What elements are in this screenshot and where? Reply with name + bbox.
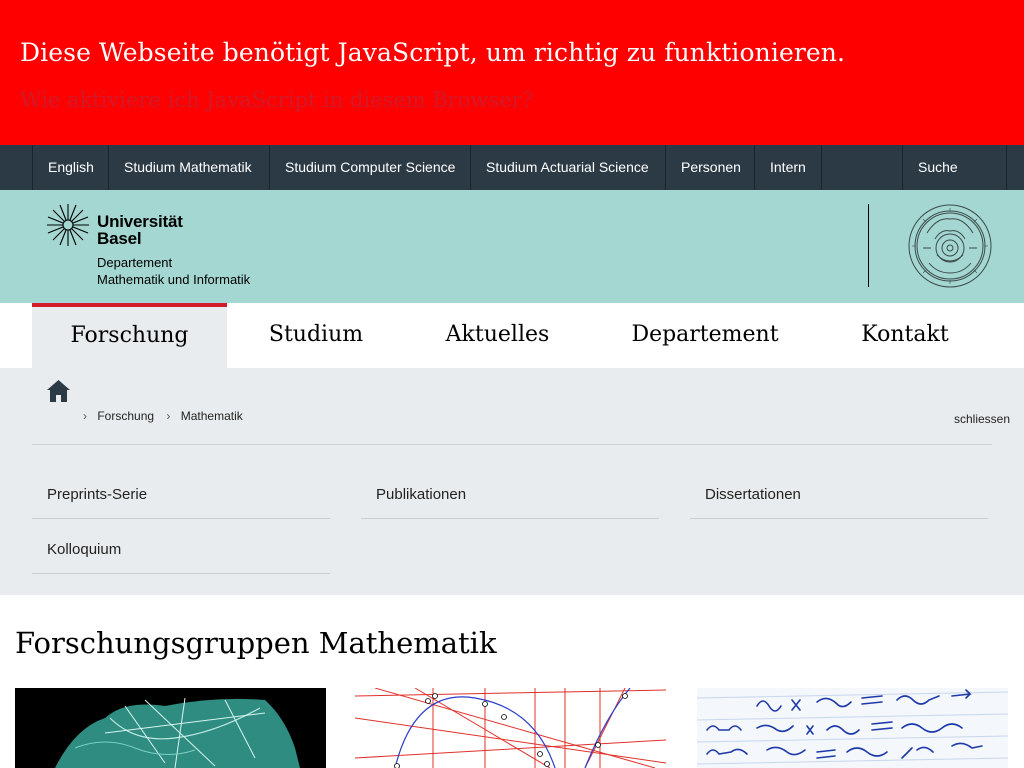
university-name-line1: Universität <box>97 212 183 231</box>
sublink-label: Kolloquium <box>47 541 122 558</box>
research-group-image-3[interactable] <box>697 688 1008 768</box>
sublink-publikationen[interactable] <box>361 475 659 519</box>
topnav-intern[interactable]: Intern <box>754 145 821 190</box>
top-navigation <box>0 145 1024 190</box>
breadcrumb-forschung[interactable]: Forschung <box>97 409 155 423</box>
topnav-english[interactable]: English <box>32 145 109 190</box>
tab-studium[interactable]: Studium <box>268 322 364 347</box>
main-navigation <box>0 303 1024 368</box>
close-panel-link[interactable]: schliessen <box>954 412 1011 426</box>
sublink-dissertationen[interactable] <box>690 475 988 519</box>
research-group-image-2[interactable] <box>355 688 666 768</box>
tab-aktuelles[interactable]: Aktuelles <box>445 322 550 347</box>
sublink-preprints-serie[interactable] <box>32 475 330 519</box>
javascript-warning-banner <box>0 0 1024 145</box>
breadcrumb-mathematik[interactable]: Mathematik <box>180 409 243 423</box>
chevron-right-icon: › <box>166 409 171 423</box>
page-title: Forschungsgruppen Mathematik <box>15 626 497 660</box>
topnav-personen[interactable]: Personen <box>665 145 756 190</box>
tab-kontakt[interactable]: Kontakt <box>861 322 949 347</box>
topnav-search[interactable]: Suche <box>902 145 1007 190</box>
home-icon[interactable] <box>46 379 71 403</box>
tab-departement[interactable]: Departement <box>631 322 779 347</box>
brand-divider <box>868 204 869 287</box>
chevron-right-icon: › <box>83 409 87 423</box>
topnav-studium-mathematik[interactable]: Studium Mathematik <box>108 145 267 190</box>
university-logo-icon[interactable] <box>46 203 90 247</box>
javascript-warning-message: Diese Webseite benötigt JavaScript, um richtig zu funktionieren. <box>20 38 846 67</box>
university-name-line2: Basel <box>97 229 142 248</box>
geometry-lines-image <box>355 688 666 768</box>
sublink-kolloquium[interactable] <box>32 530 330 574</box>
topnav-spacer <box>821 145 902 190</box>
javascript-help-link[interactable]: Wie aktiviere ich JavaScript in diesem Browser? <box>20 88 533 112</box>
subnav-panel <box>0 368 1024 595</box>
research-group-image-1[interactable] <box>15 688 326 768</box>
department-name[interactable] <box>97 254 250 288</box>
panel-divider <box>32 444 992 445</box>
brand-header <box>0 190 1024 303</box>
topnav-studium-actuarial-science[interactable]: Studium Actuarial Science <box>470 145 664 190</box>
university-name[interactable] <box>97 213 183 247</box>
breadcrumb <box>80 409 249 423</box>
topnav-studium-computer-science[interactable]: Studium Computer Science <box>269 145 470 190</box>
department-line2: Mathematik und Informatik <box>97 272 251 287</box>
tab-forschung[interactable]: Forschung <box>32 303 227 368</box>
sublink-label: Preprints-Serie <box>47 486 148 503</box>
sublink-label: Dissertationen <box>705 486 801 503</box>
handwritten-formulas-image <box>697 688 1008 768</box>
university-seal-icon <box>907 203 993 289</box>
teal-surface-image <box>15 688 326 768</box>
sublink-label: Publikationen <box>376 486 467 503</box>
department-line1: Departement <box>97 255 173 270</box>
